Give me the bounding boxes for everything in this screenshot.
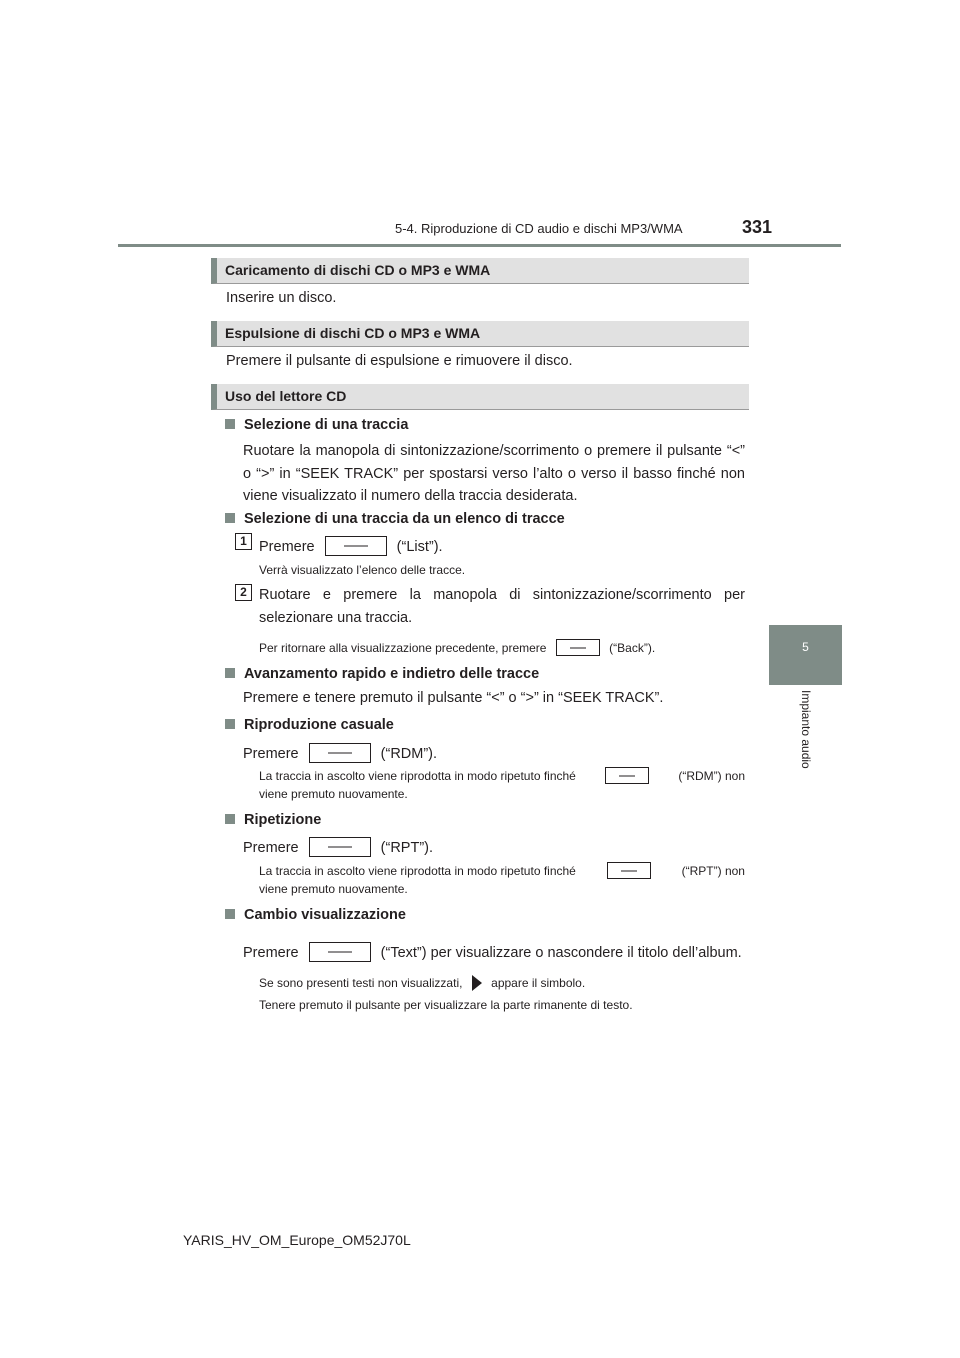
- display-note-2: Tenere premuto il pulsante per visualizzare la parte rimanente di testo.: [259, 998, 633, 1012]
- running-header: 5-4. Riproduzione di CD audio e dischi MP3/WMA: [395, 221, 683, 236]
- rpt-button-icon: [309, 837, 371, 857]
- step1-note: Verrà visualizzato l’elenco delle tracce.: [259, 563, 466, 577]
- loading-text: Inserire un disco.: [226, 290, 337, 306]
- text-button-icon: [309, 942, 371, 962]
- section-title: Uso del lettore CD: [225, 388, 347, 404]
- bullet-square-icon: [225, 909, 235, 919]
- random-text: Premere (“RDM”).: [243, 743, 437, 763]
- right-arrow-icon: [472, 975, 482, 991]
- chapter-number: 5: [802, 640, 809, 654]
- bullet-square-icon: [225, 513, 235, 523]
- bullet-square-icon: [225, 719, 235, 729]
- display-note-1: Se sono presenti testi non visualizzati, appare il simbolo.: [259, 976, 586, 990]
- rpt-button-icon: [607, 862, 651, 879]
- repeat-note: La traccia in ascolto viene riprodotta in modo ripetuto finché (“RPT”) non viene premuto nuovamente.: [259, 863, 745, 896]
- eject-text: Premere il pulsante di espulsione e rimuovere il disco.: [226, 353, 573, 369]
- step2-text: Ruotare e premere la manopola di sintonizzazione/scorrimento per selezionare una traccia.: [259, 587, 745, 626]
- back-note: Per ritornare alla visualizzazione precedente, premere (“Back”).: [259, 641, 656, 655]
- step-number-1: 1: [235, 533, 252, 550]
- document-footer: YARIS_HV_OM_Europe_OM52J70L: [183, 1232, 411, 1248]
- section-header-eject: [211, 321, 749, 347]
- section-header-player: [211, 384, 749, 410]
- back-button-icon: [556, 639, 600, 656]
- bullet-display: Cambio visualizzazione: [225, 907, 406, 923]
- random-note: La traccia in ascolto viene riprodotta in modo ripetuto finché (“RDM”) non viene premuto nuovamente.: [259, 768, 745, 801]
- header-rule: [118, 244, 841, 247]
- bullet-square-icon: [225, 668, 235, 678]
- repeat-text: Premere (“RPT”).: [243, 837, 433, 857]
- page-number: 331: [742, 217, 773, 237]
- bullet-track-select: Selezione di una traccia: [225, 417, 408, 433]
- rdm-button-icon: [309, 743, 371, 763]
- bullet-square-icon: [225, 814, 235, 824]
- chapter-label: Impianto audio: [799, 690, 813, 769]
- rdm-button-icon: [605, 767, 649, 784]
- track-select-text: Ruotare la manopola di sintonizzazione/scorrimento o premere il pulsante “<” o “>” in “SEEK TRACK” per spostarsi verso l’alto o verso il basso finché non viene visualizzato il numero della traccia desiderata.: [243, 443, 745, 504]
- step1-text: Premere (“List”).: [259, 536, 443, 556]
- section-title: Espulsione di dischi CD o MP3 e WMA: [225, 325, 481, 341]
- bullet-fast: Avanzamento rapido e indietro delle tracce: [225, 666, 539, 682]
- section-title: Caricamento di dischi CD o MP3 e WMA: [225, 262, 491, 278]
- list-button-icon: [325, 536, 387, 556]
- fast-text: Premere e tenere premuto il pulsante “<” o “>” in “SEEK TRACK”.: [243, 690, 664, 706]
- display-text: Premere (“Text”) per visualizzare o nascondere il titolo dell’album.: [243, 942, 742, 962]
- bullet-random: Riproduzione casuale: [225, 717, 394, 733]
- bullet-square-icon: [225, 419, 235, 429]
- bullet-repeat: Ripetizione: [225, 812, 321, 828]
- bullet-track-list: Selezione di una traccia da un elenco di tracce: [225, 511, 565, 527]
- section-header-loading: [211, 258, 749, 284]
- chapter-tab: [769, 625, 842, 685]
- step-number-2: 2: [235, 584, 252, 601]
